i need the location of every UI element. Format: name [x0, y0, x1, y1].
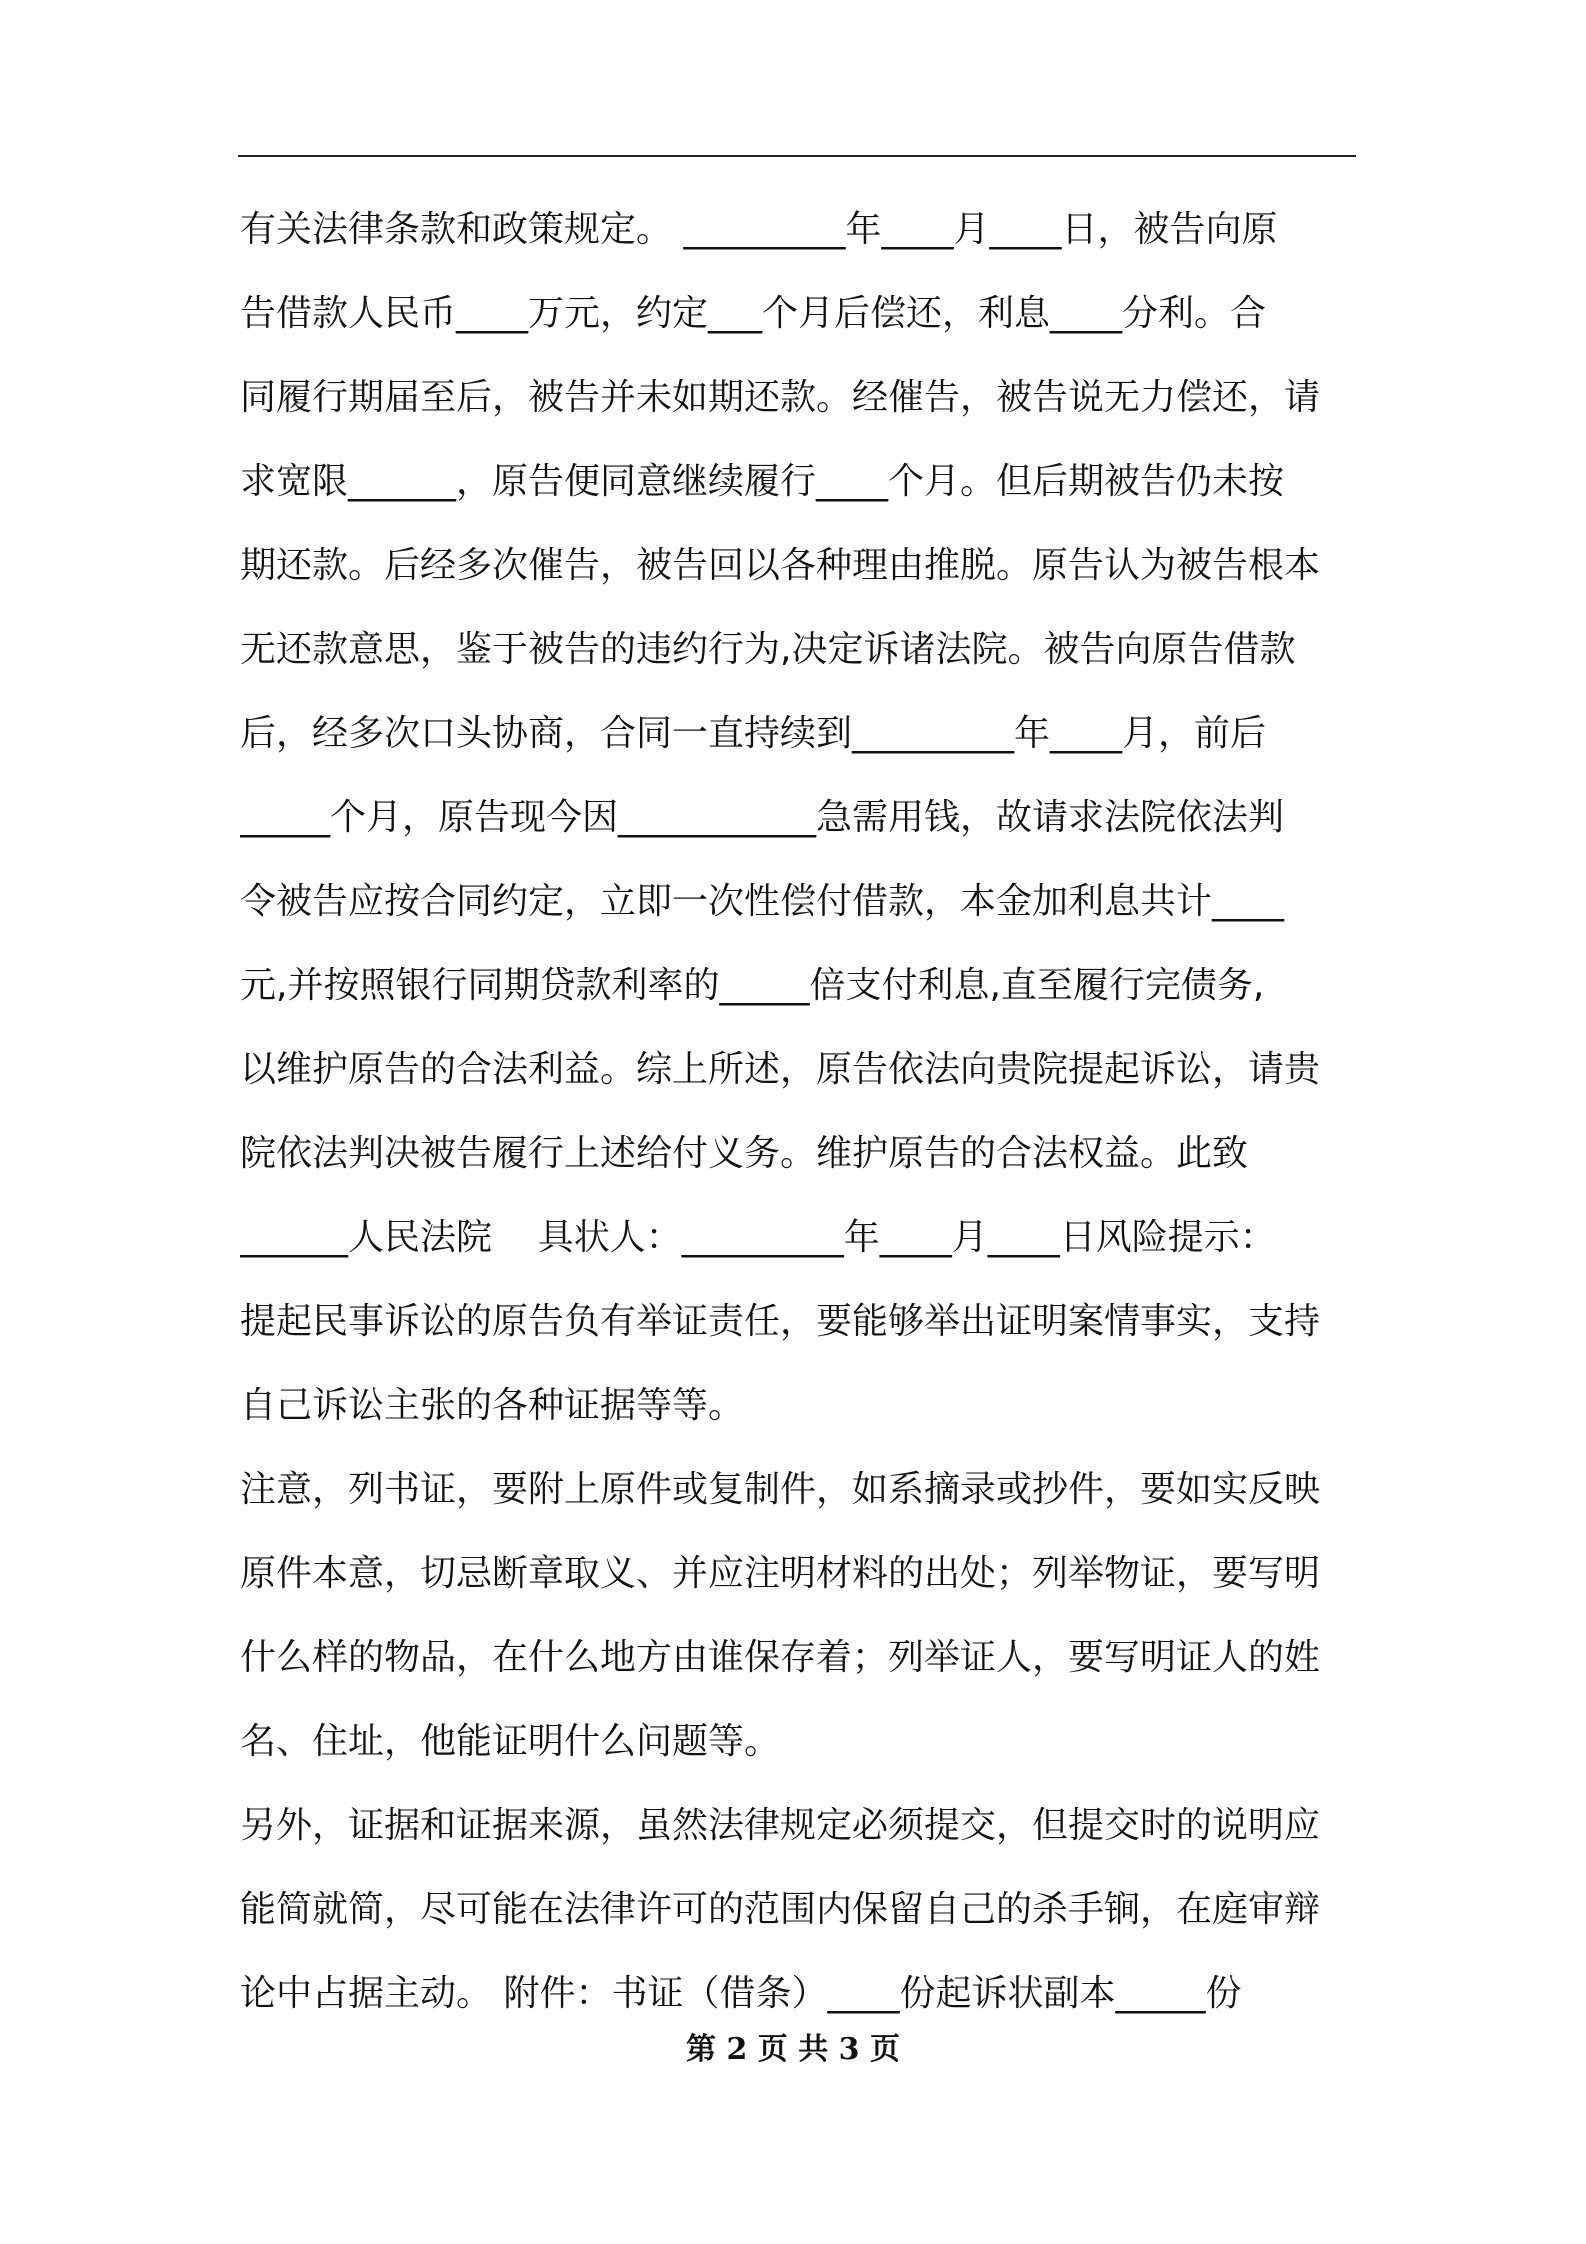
text-line: 无还款意思，鉴于被告的违约行为,决定诉诸法院。被告向原告借款: [240, 629, 1296, 670]
text-line: 元,并按照银行同期贷款利率的_____倍支付利息,直至履行完债务,: [240, 965, 1265, 1006]
text-line: 院依法判决被告履行上述给付义务。维护原告的合法权益。此致: [240, 1133, 1249, 1174]
text-line: 名、住址，他能证明什么问题等。: [240, 1721, 781, 1762]
text-line: 原件本意，切忌断章取义、并应注明材料的出处；列举物证，要写明: [240, 1553, 1321, 1594]
header-rule: [238, 155, 1356, 157]
text-line: 有关法律条款和政策规定。 _________年____月____日，被告向原: [240, 209, 1278, 250]
text-line: 告借款人民币____万元，约定___个月后偿还，利息____分利。合: [240, 293, 1267, 334]
text-line: 什么样的物品，在什么地方由谁保存着；列举证人，要写明证人的姓: [240, 1637, 1321, 1678]
text-line: 以维护原告的合法利益。综上所述，原告依法向贵院提起诉讼，请贵: [240, 1049, 1321, 1090]
text-line: 同履行期届至后，被告并未如期还款。经催告，被告说无力偿还，请: [240, 377, 1321, 418]
page-number: 第 2 页 共 3 页: [686, 2032, 900, 2067]
text-line: 能简就简，尽可能在法律许可的范围内保留自己的杀手锏，在庭审辩: [240, 1889, 1321, 1930]
text-line: 期还款。后经多次催告，被告回以各种理由推脱。原告认为被告根本: [240, 545, 1321, 586]
text-line: ______人民法院 具状人：_________年____月____日风险提示：: [240, 1217, 1276, 1258]
text-line: _____个月，原告现今因___________急需用钱，故请求法院依法判: [240, 797, 1285, 838]
text-line: 令被告应按合同约定，立即一次性偿付借款，本金加利息共计____: [240, 881, 1285, 922]
text-line: 后，经多次口头协商，合同一直持续到_________年____月，前后: [240, 713, 1267, 754]
text-line: 另外，证据和证据来源，虽然法律规定必须提交，但提交时的说明应: [240, 1805, 1321, 1846]
text-line: 论中占据主动。 附件：书证（借条）____份起诉状副本_____份: [240, 1973, 1242, 2014]
text-line: 求宽限______，原告便同意继续履行____个月。但后期被告仍未按: [240, 461, 1285, 502]
text-line: 注意，列书证，要附上原件或复制件，如系摘录或抄件，要如实反映: [240, 1469, 1321, 1510]
document-body: [240, 188, 1356, 2036]
text-line: 提起民事诉讼的原告负有举证责任，要能够举出证明案情事实，支持: [240, 1301, 1321, 1342]
text-line: 自己诉讼主张的各种证据等等。: [240, 1385, 745, 1426]
